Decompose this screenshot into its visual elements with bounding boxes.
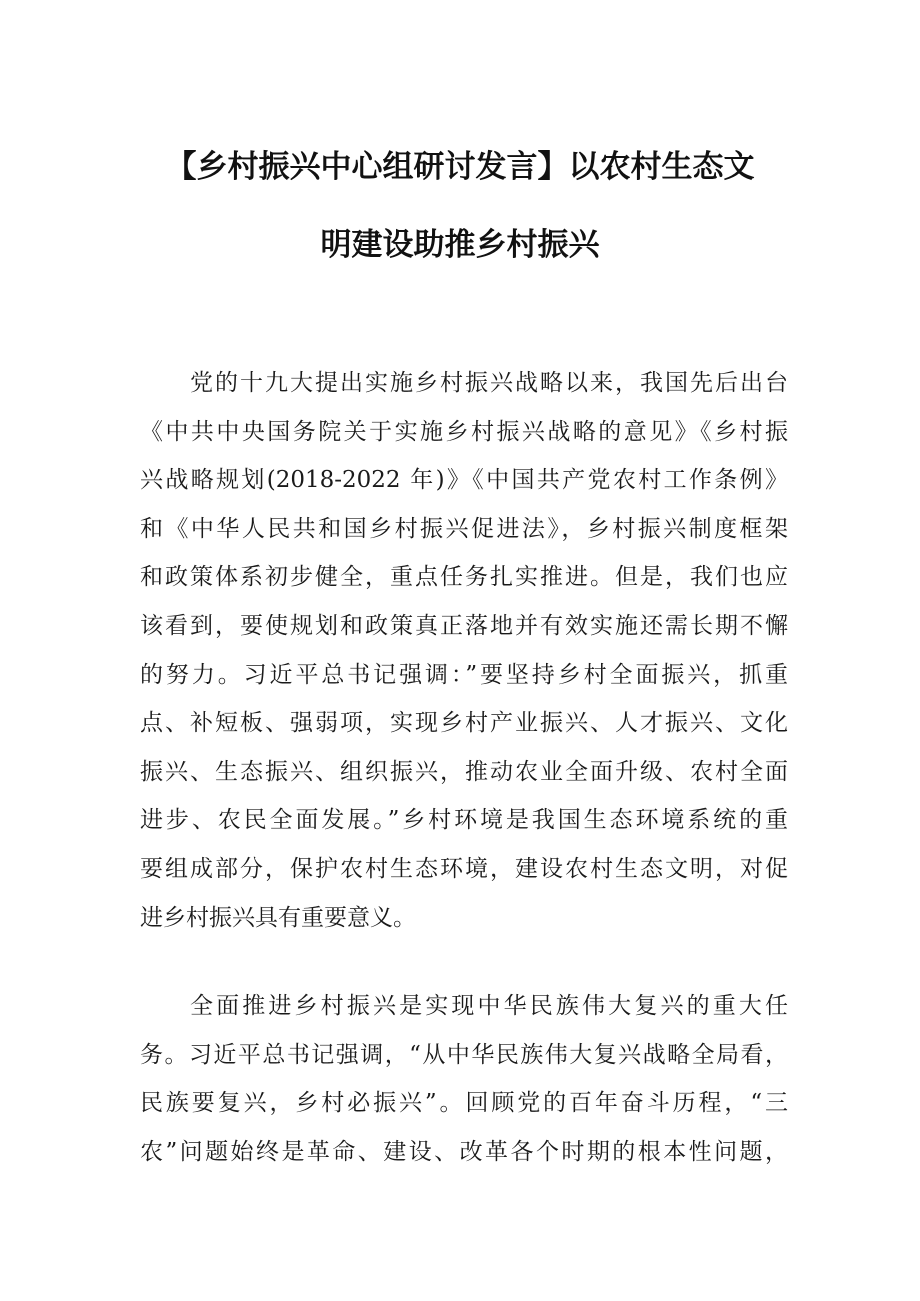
paragraph-line: 务。习近平总书记强调，“从中华民族伟大复兴战略全局看， xyxy=(140,1041,788,1068)
title-line: 【乡村振兴中心组研讨发言】以农村生态文 xyxy=(165,149,755,185)
paragraph-line: 兴战略规划(2018-2022 年)》《中国共产党农村工作条例》 xyxy=(140,467,788,494)
document-title xyxy=(100,128,820,284)
paragraph-1 xyxy=(140,359,788,942)
paragraph-line: 民族要复兴，乡村必振兴”。回顾党的百年奋斗历程，“三 xyxy=(140,1090,788,1117)
paragraph-line: 该看到，要使规划和政策真正落地并有效实施还需长期不懈 xyxy=(140,612,788,639)
paragraph-line: 的努力。习近平总书记强调：”要坚持乡村全面振兴，抓重 xyxy=(140,661,788,688)
paragraph-2 xyxy=(140,982,788,1176)
paragraph-line: 进乡村振兴具有重要意义。 xyxy=(140,904,416,931)
paragraph-line: 振兴、生态振兴、组织振兴，推动农业全面升级、农村全面 xyxy=(140,758,788,785)
paragraph-line: 农”问题始终是革命、建设、改革各个时期的根本性问题， xyxy=(140,1138,788,1165)
paragraph-line: 全面推进乡村振兴是实现中华民族伟大复兴的重大任 xyxy=(190,993,788,1019)
title-line: 明建设助推乡村振兴 xyxy=(320,227,600,263)
paragraph-line: 《中共中央国务院关于实施乡村振兴战略的意见》《乡村振 xyxy=(140,418,788,445)
paragraph-line: 和《中华人民共和国乡村振兴促进法》，乡村振兴制度框架 xyxy=(140,515,788,542)
paragraph-line: 和政策体系初步健全，重点任务扎实推进。但是，我们也应 xyxy=(140,564,788,591)
paragraph-line: 进步、农民全面发展。”乡村环境是我国生态环境系统的重 xyxy=(140,807,788,834)
paragraph-line: 要组成部分，保护农村生态环境，建设农村生态文明，对促 xyxy=(140,855,788,882)
paragraph-line: 点、补短板、强弱项，实现乡村产业振兴、人才振兴、文化 xyxy=(140,710,788,737)
paragraph-line: 党的十九大提出实施乡村振兴战略以来，我国先后出台 xyxy=(190,370,788,396)
